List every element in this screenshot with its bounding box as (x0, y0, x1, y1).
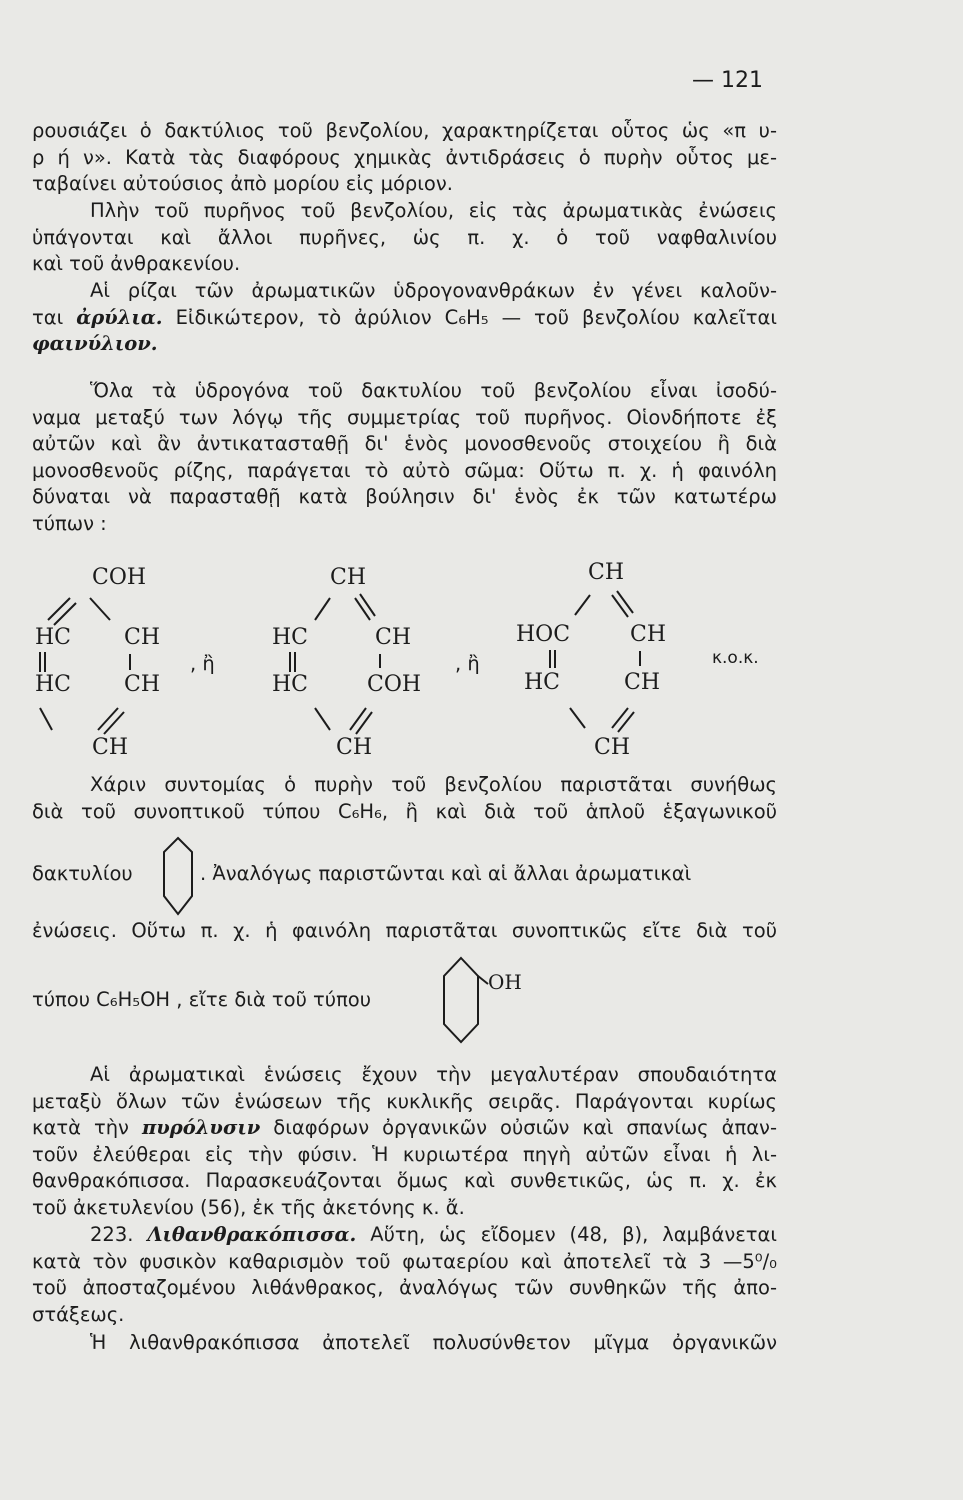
text-line: αὐτῶν καὶ ἂν ἀντικατασταθῇ δι' ἑνὸς μονοσθενοῦς στοιχείου ἢ διὰ (32, 432, 777, 455)
text-line: μεταξὺ ὅλων τῶν ἑνώσεων τῆς κυκλικῆς σειρᾶς. Παράγονται κυρίως (32, 1089, 777, 1113)
text-line: ναμα μεταξύ των λόγῳ τῆς συμμετρίας τοῦ πυρῆνος. Οἱονδήποτε ἐξ (32, 405, 777, 429)
page-number: — 121 (692, 68, 763, 93)
aryl-term: ἀρύλια. (76, 305, 163, 329)
text-line: στάξεως. (32, 1302, 125, 1326)
or-separator: , ἢ (190, 652, 215, 675)
phenol-hexagon (444, 958, 478, 1042)
benzene-hexagon (164, 838, 192, 914)
hex-line-post: . Ἀναλόγως παριστῶνται καὶ αἱ ἄλλαι ἀρωματικαὶ (200, 862, 692, 885)
text-line: διὰ τοῦ συνοπτικοῦ τύπου C₆H₆, ἢ καὶ διὰ τοῦ ἁπλοῦ ἑξαγωνικοῦ (32, 799, 777, 823)
text-line: ἐνώσεις. Οὕτω π. χ. ἡ φαινόλη παριστᾶται συνοπτικῶς εἴτε διὰ τοῦ (32, 919, 777, 942)
phenol-line-pre: τύπου C₆H₅OH , εἴτε διὰ τοῦ τύπου (32, 988, 372, 1011)
hydroxyl-label: OH (488, 970, 522, 994)
text-line: Αἱ ρίζαι τῶν ἀρωματικῶν ὑδρογονανθράκων ἐν γένει καλοῦν- (90, 279, 777, 302)
formula-3-bonds (550, 591, 640, 732)
text-line: τοῦ ἀκετυλενίου (56), ἐκ τῆς ἀκετόνης κ. ἄ. (32, 1195, 465, 1219)
text-line: Χάριν συντομίας ὁ πυρὴν τοῦ βενζολίου παριστᾶται συνήθως (90, 773, 777, 796)
text-line: Αἱ ἀρωματικαὶ ἑνώσεις ἔχουν τὴν μεγαλυτέραν σπουδαιότητα (90, 1063, 777, 1086)
text-line: θανθρακόπισσα. Παρασκευάζονται ὅμως καὶ συνθετικῶς, ὡς π. χ. ἐκ (32, 1169, 777, 1192)
phenyl-term: φαινύλιον. (32, 332, 158, 355)
section-heading-line: 223. Λιθανθρακόπισσα. Αὕτη, ὡς εἴδομεν (48, β), λαμβάνεται (90, 1223, 777, 1246)
text-line: ρ ή ν». Κατὰ τὰς διαφόρους χημικὰς ἀντιδράσεις ὁ πυρὴν οὗτος με- (32, 145, 777, 169)
formula-2-bonds (290, 594, 380, 734)
text-line: Πλὴν τοῦ πυρῆνος τοῦ βενζολίου, εἰς τὰς ἀρωματικὰς ἐνώσεις (90, 199, 777, 222)
text-line: τοῦν ἐλεύθεραι εἰς τὴν φύσιν. Ἡ κυριωτέρα πηγὴ αὐτῶν εἶναι ἡ λι- (32, 1142, 777, 1166)
text-line: καὶ τοῦ ἀνθρακενίου. (32, 252, 241, 275)
text-line: ρουσιάζει ὁ δακτύλιος τοῦ βενζολίου, χαρακτηρίζεται οὗτος ὡς «π υ- (32, 119, 777, 142)
text-line: τοῦ ἀποσταζομένου λιθάνθρακος, ἀναλόγως τῶν συνθηκῶν τῆς ἀπο- (32, 1276, 777, 1299)
section-title: Λιθανθρακόπισσα. (147, 1223, 357, 1246)
text-line: τύπων : (32, 511, 107, 535)
text-line: Ὅλα τὰ ὑδρογόνα τοῦ δακτυλίου τοῦ βενζολίου εἶναι ἰσοδύ- (90, 379, 777, 402)
or-separator: , ἢ (455, 652, 480, 675)
formula-1-bonds (40, 598, 130, 734)
text-line: Ἡ λιθανθρακόπισσα ἀποτελεῖ πολυσύνθετον μῖγμα ὀργανικῶν (90, 1331, 777, 1354)
text-line: ταβαίνει αὐτούσιος ἀπὸ μορίου εἰς μόριον. (32, 172, 453, 195)
text-line: δύναται νὰ παρασταθῇ κατὰ βούλησιν δι' ἑνὸς ἐκ τῶν κατωτέρω (32, 485, 777, 508)
pyrolysis-term: πυρόλυσιν (141, 1116, 261, 1139)
text-line: μονοσθενοῦς ρίζης, παράγεται τὸ αὐτὸ σῶμα: Οὕτω π. χ. ἡ φαινόλη (32, 458, 777, 482)
book-page: — 121 ρουσιάζει ὁ δακτύλιος τοῦ βενζολίου, χαρακτηρίζεται οὗτος ὡς «π υ- ρ ή ν». Κατὰ τὰς διαφόρους χημικὰς ἀντιδράσεις ὁ πυρὴν οὗτος με- ταβαίνει αὐτούσιος ἀπὸ μορίου εἰς μόριον. Πλὴν τοῦ πυρῆνος τοῦ βενζολίου, εἰς τὰς ἀρωματικὰς ἐνώσεις ὑπάγονται καὶ ἄλλοι πυρῆνες, ὡς π. χ. ὁ τοῦ ναφθαλινίου καὶ τοῦ ἀνθρακενίου. Αἱ ρίζαι τῶν ἀρωματικῶν ὑδρογονανθράκων ἐν γένει καλοῦν- ται ἀρύλια. Εἰδικώτερον, τὸ ἀρύλιον C₆H₅ — τοῦ βενζολίου καλεῖται φαινύλιον. Ὅλα τὰ ὑδρογόνα τοῦ δακτυλίου τοῦ βενζολίου εἶναι ἰσοδύ- ναμα μεταξύ των λόγῳ τῆς συμμετρίας τοῦ πυρῆνος. Οἱονδήποτε ἐξ αὐτῶν καὶ ἂν ἀντικατασταθῇ δι' ἑνὸς μονοσθενοῦς στοιχείου ἢ διὰ μονοσθενοῦς ρίζης, παράγεται τὸ αὐτὸ σῶμα: Οὕτω π. χ. ἡ φαινόλη δύναται νὰ παρασταθῇ κατὰ βούλησιν δι' ἑνὸς ἐκ τῶν κατωτέρω τύπων : COH HC CH HC CH CH , ἢ CH HC CH HC COH CH , ἢ CH HOC CH HC CH CH κ.ο.κ. Χάριν συντομίας ὁ πυρὴν τοῦ βενζολίου παριστᾶται συνήθως διὰ τοῦ συνοπτικοῦ τύπου C₆H₆, ἢ καὶ διὰ τοῦ ἁπλοῦ ἑξαγωνικοῦ δακτυλίου . Ἀναλόγως παριστῶνται καὶ αἱ ἄλλαι ἀρωματικαὶ ἐνώσεις. Οὕτω π. χ. ἡ φαινόλη παριστᾶται συνοπτικῶς εἴτε διὰ τοῦ τύπου C₆H₅OH , εἴτε διὰ τοῦ τύπου OH Αἱ ἀρωματικαὶ ἑνώσεις ἔχουν τὴν μεγαλυτέραν σπουδαιότητα μεταξὺ ὅλων τῶν ἑνώσεων τῆς κυκλικῆς σειρᾶς. Παράγονται κυρίως κατὰ τὴν πυρόλυσιν διαφόρων ὀργανικῶν οὐσιῶν καὶ σπανίως ἀπαν- τοῦν ἐλεύθεραι εἰς τὴν φύσιν. Ἡ κυριωτέρα πηγὴ αὐτῶν εἶναι ἡ λι- θανθρακόπισσα. Παρασκευάζονται ὅμως καὶ συνθετικῶς, ὡς π. χ. ἐκ τοῦ ἀκετυλενίου (56), ἐκ τῆς ἀκετόνης κ. ἄ. 223. Λιθανθρακόπισσα. Αὕτη, ὡς εἴδομεν (48, β), λαμβάνεται κατὰ τὸν φυσικὸν καθαρισμὸν τοῦ φωταερίου καὶ ἀποτελεῖ τὰ 3 —5⁰/₀ τοῦ ἀποσταζομένου λιθάνθρακος, ἀναλόγως τῶν συνθηκῶν τῆς ἀπο- στάξεως. Ἡ λιθανθρακόπισσα ἀποτελεῖ πολυσύνθετον μῖγμα ὀργανικῶν (0, 0, 963, 1500)
hex-line-pre: δακτυλίου (32, 862, 133, 885)
text-line: κατὰ τὸν φυσικὸν καθαρισμὸν τοῦ φωταερίου καὶ ἀποτελεῖ τὰ 3 —5⁰/₀ (32, 1249, 777, 1273)
text-line: ται ἀρύλια. Εἰδικώτερον, τὸ ἀρύλιον C₆H₅ — τοῦ βενζολίου καλεῖται (32, 305, 777, 329)
etc-label: κ.ο.κ. (712, 648, 759, 668)
text-line: κατὰ τὴν πυρόλυσιν διαφόρων ὀργανικῶν οὐσιῶν καὶ σπανίως ἀπαν- (32, 1116, 777, 1139)
text-line: ὑπάγονται καὶ ἄλλοι πυρῆνες, ὡς π. χ. ὁ τοῦ ναφθαλινίου (32, 225, 777, 249)
